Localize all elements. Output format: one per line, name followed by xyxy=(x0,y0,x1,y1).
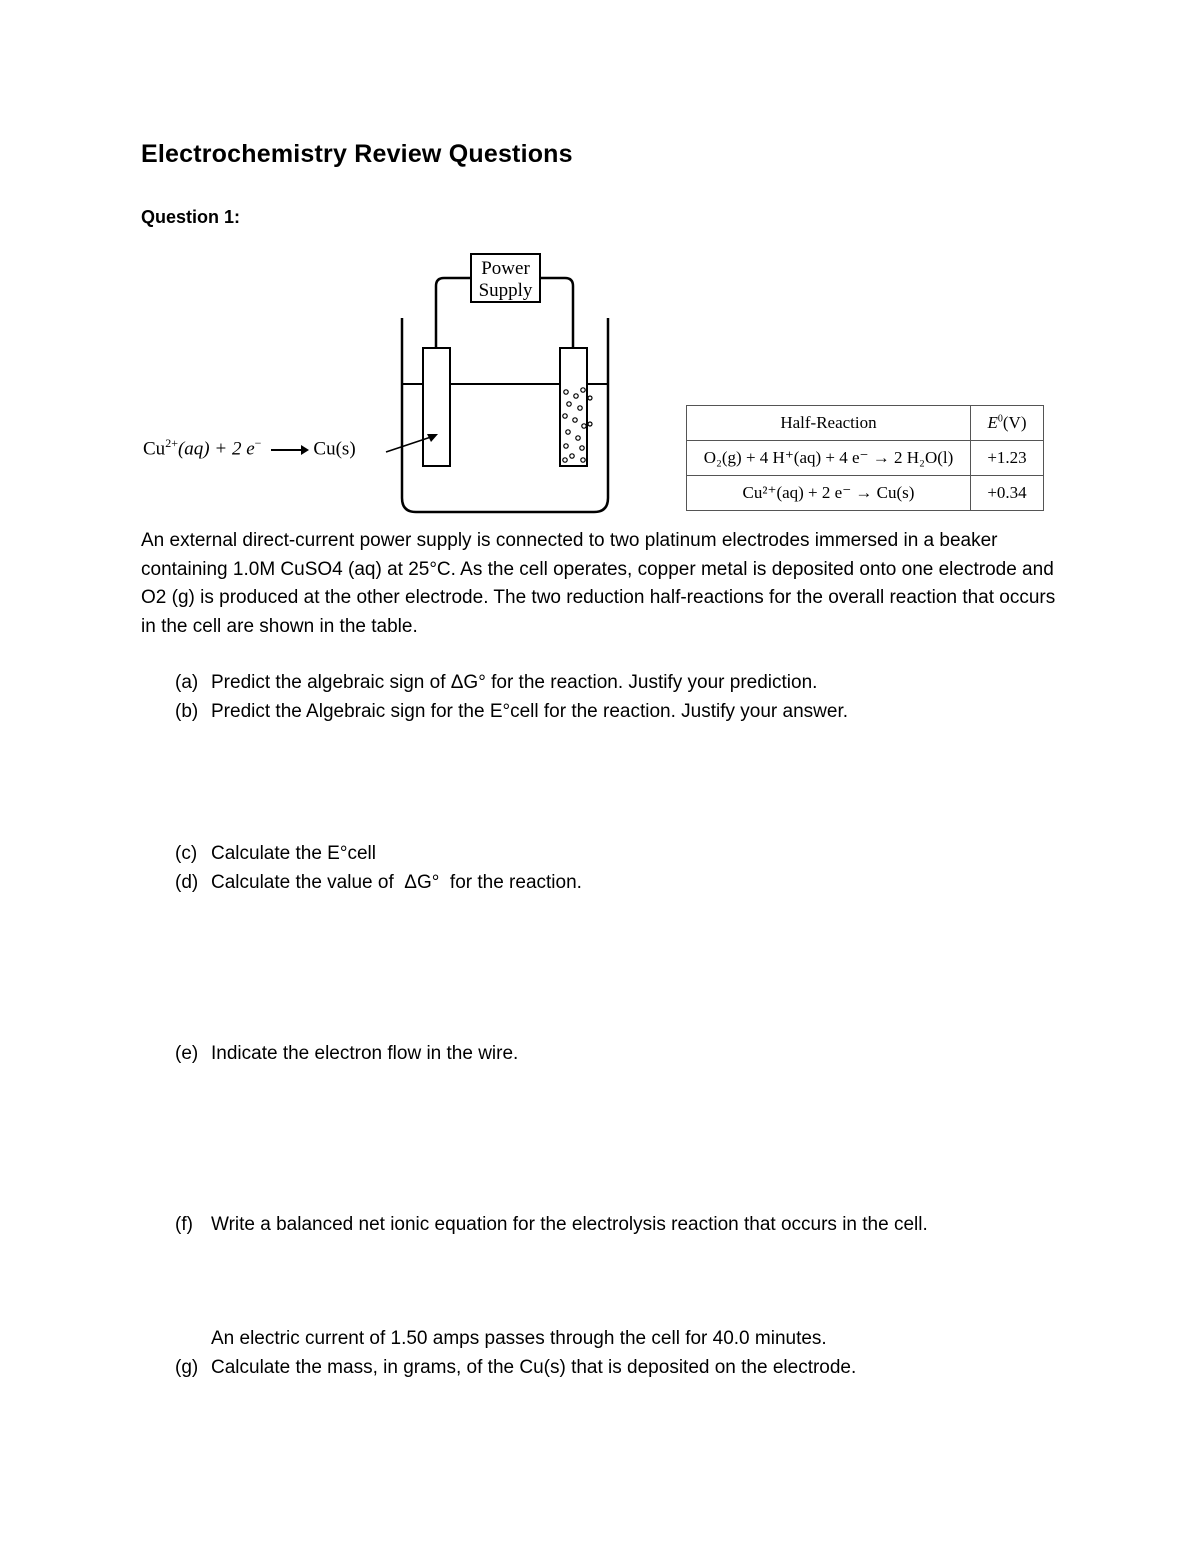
header-e0 xyxy=(971,406,1044,441)
table-row xyxy=(687,441,1044,476)
question-a xyxy=(175,669,817,697)
header-e-unit: (V) xyxy=(1002,413,1027,432)
question-c xyxy=(175,840,376,868)
right-electrode xyxy=(560,348,587,466)
reaction-state: (aq) + 2 e xyxy=(177,438,255,460)
potential-cell: +0.34 xyxy=(971,476,1044,511)
left-wire xyxy=(436,278,471,348)
question-g xyxy=(175,1354,856,1382)
header-half-reaction: Half-Reaction xyxy=(687,406,971,441)
text-a: Predict the algebraic sign of ΔG° for the reaction. Justify your prediction. xyxy=(211,672,818,693)
header-e-sup: 0 xyxy=(997,413,1003,425)
power-supply-label-2: Supply xyxy=(478,280,533,301)
reaction-product: Cu(s) xyxy=(313,438,356,460)
text-d: Calculate the value of ΔG° for the reaction. xyxy=(211,872,582,893)
page-title: Electrochemistry Review Questions xyxy=(141,140,573,168)
label-b: (b) xyxy=(175,701,199,722)
half-reaction-cell: Cu²⁺(aq) + 2 e⁻ → Cu(s) xyxy=(687,476,971,511)
reaction-arrow-icon xyxy=(271,449,307,451)
question-heading: Question 1: xyxy=(141,207,241,227)
label-a: (a) xyxy=(175,672,199,693)
right-wire xyxy=(540,278,573,348)
text-b: Predict the Algebraic sign for the E°cell for the reaction. Justify your answer. xyxy=(211,701,849,722)
question-b xyxy=(175,698,848,726)
text-f: Write a balanced net ionic equation for the electrolysis reaction that occurs in the cell. xyxy=(211,1214,928,1235)
text-c: Calculate the E°cell xyxy=(211,843,376,864)
reaction-charge: 2+ xyxy=(165,436,178,450)
label-c: (c) xyxy=(175,843,198,864)
reaction-minus: − xyxy=(254,436,262,450)
text-e: Indicate the electron flow in the wire. xyxy=(211,1043,519,1064)
half-reaction-cell: O₂(g) + 4 H⁺(aq) + 4 e⁻ → 2 H₂O(l) xyxy=(687,441,971,476)
label-g: (g) xyxy=(175,1357,199,1378)
table-header-row xyxy=(687,406,1044,441)
reaction-cu: Cu xyxy=(143,438,166,460)
text-g: Calculate the mass, in grams, of the Cu(s) that is deposited on the electrode. xyxy=(211,1357,857,1378)
reduction-equation xyxy=(143,436,356,460)
label-f: (f) xyxy=(175,1214,193,1235)
header-e-symbol: E xyxy=(987,413,998,432)
question-e xyxy=(175,1040,518,1068)
electrolysis-cell-diagram xyxy=(380,248,630,518)
table-row xyxy=(687,476,1044,511)
half-reaction-table xyxy=(686,405,1044,511)
label-d: (d) xyxy=(175,872,199,893)
question-d xyxy=(175,869,582,897)
power-supply-label-1: Power xyxy=(481,258,530,279)
potential-cell: +1.23 xyxy=(971,441,1044,476)
problem-description: An external direct-current power supply is connected to two platinum electrodes immersed in a beaker containing 1.0M CuSO4 (aq) at 25°C. As the cell operates, copper metal is deposited onto one electrode and O2 (g) is produced at the other electrode. The two reduction half-reactions for the overall reaction that occurs in the cell are shown in the table. xyxy=(141,530,1056,638)
left-electrode xyxy=(423,348,450,466)
question-g-intro: An electric current of 1.50 amps passes through the cell for 40.0 minutes. xyxy=(211,1328,827,1349)
label-e: (e) xyxy=(175,1043,199,1064)
question-f xyxy=(175,1211,928,1239)
